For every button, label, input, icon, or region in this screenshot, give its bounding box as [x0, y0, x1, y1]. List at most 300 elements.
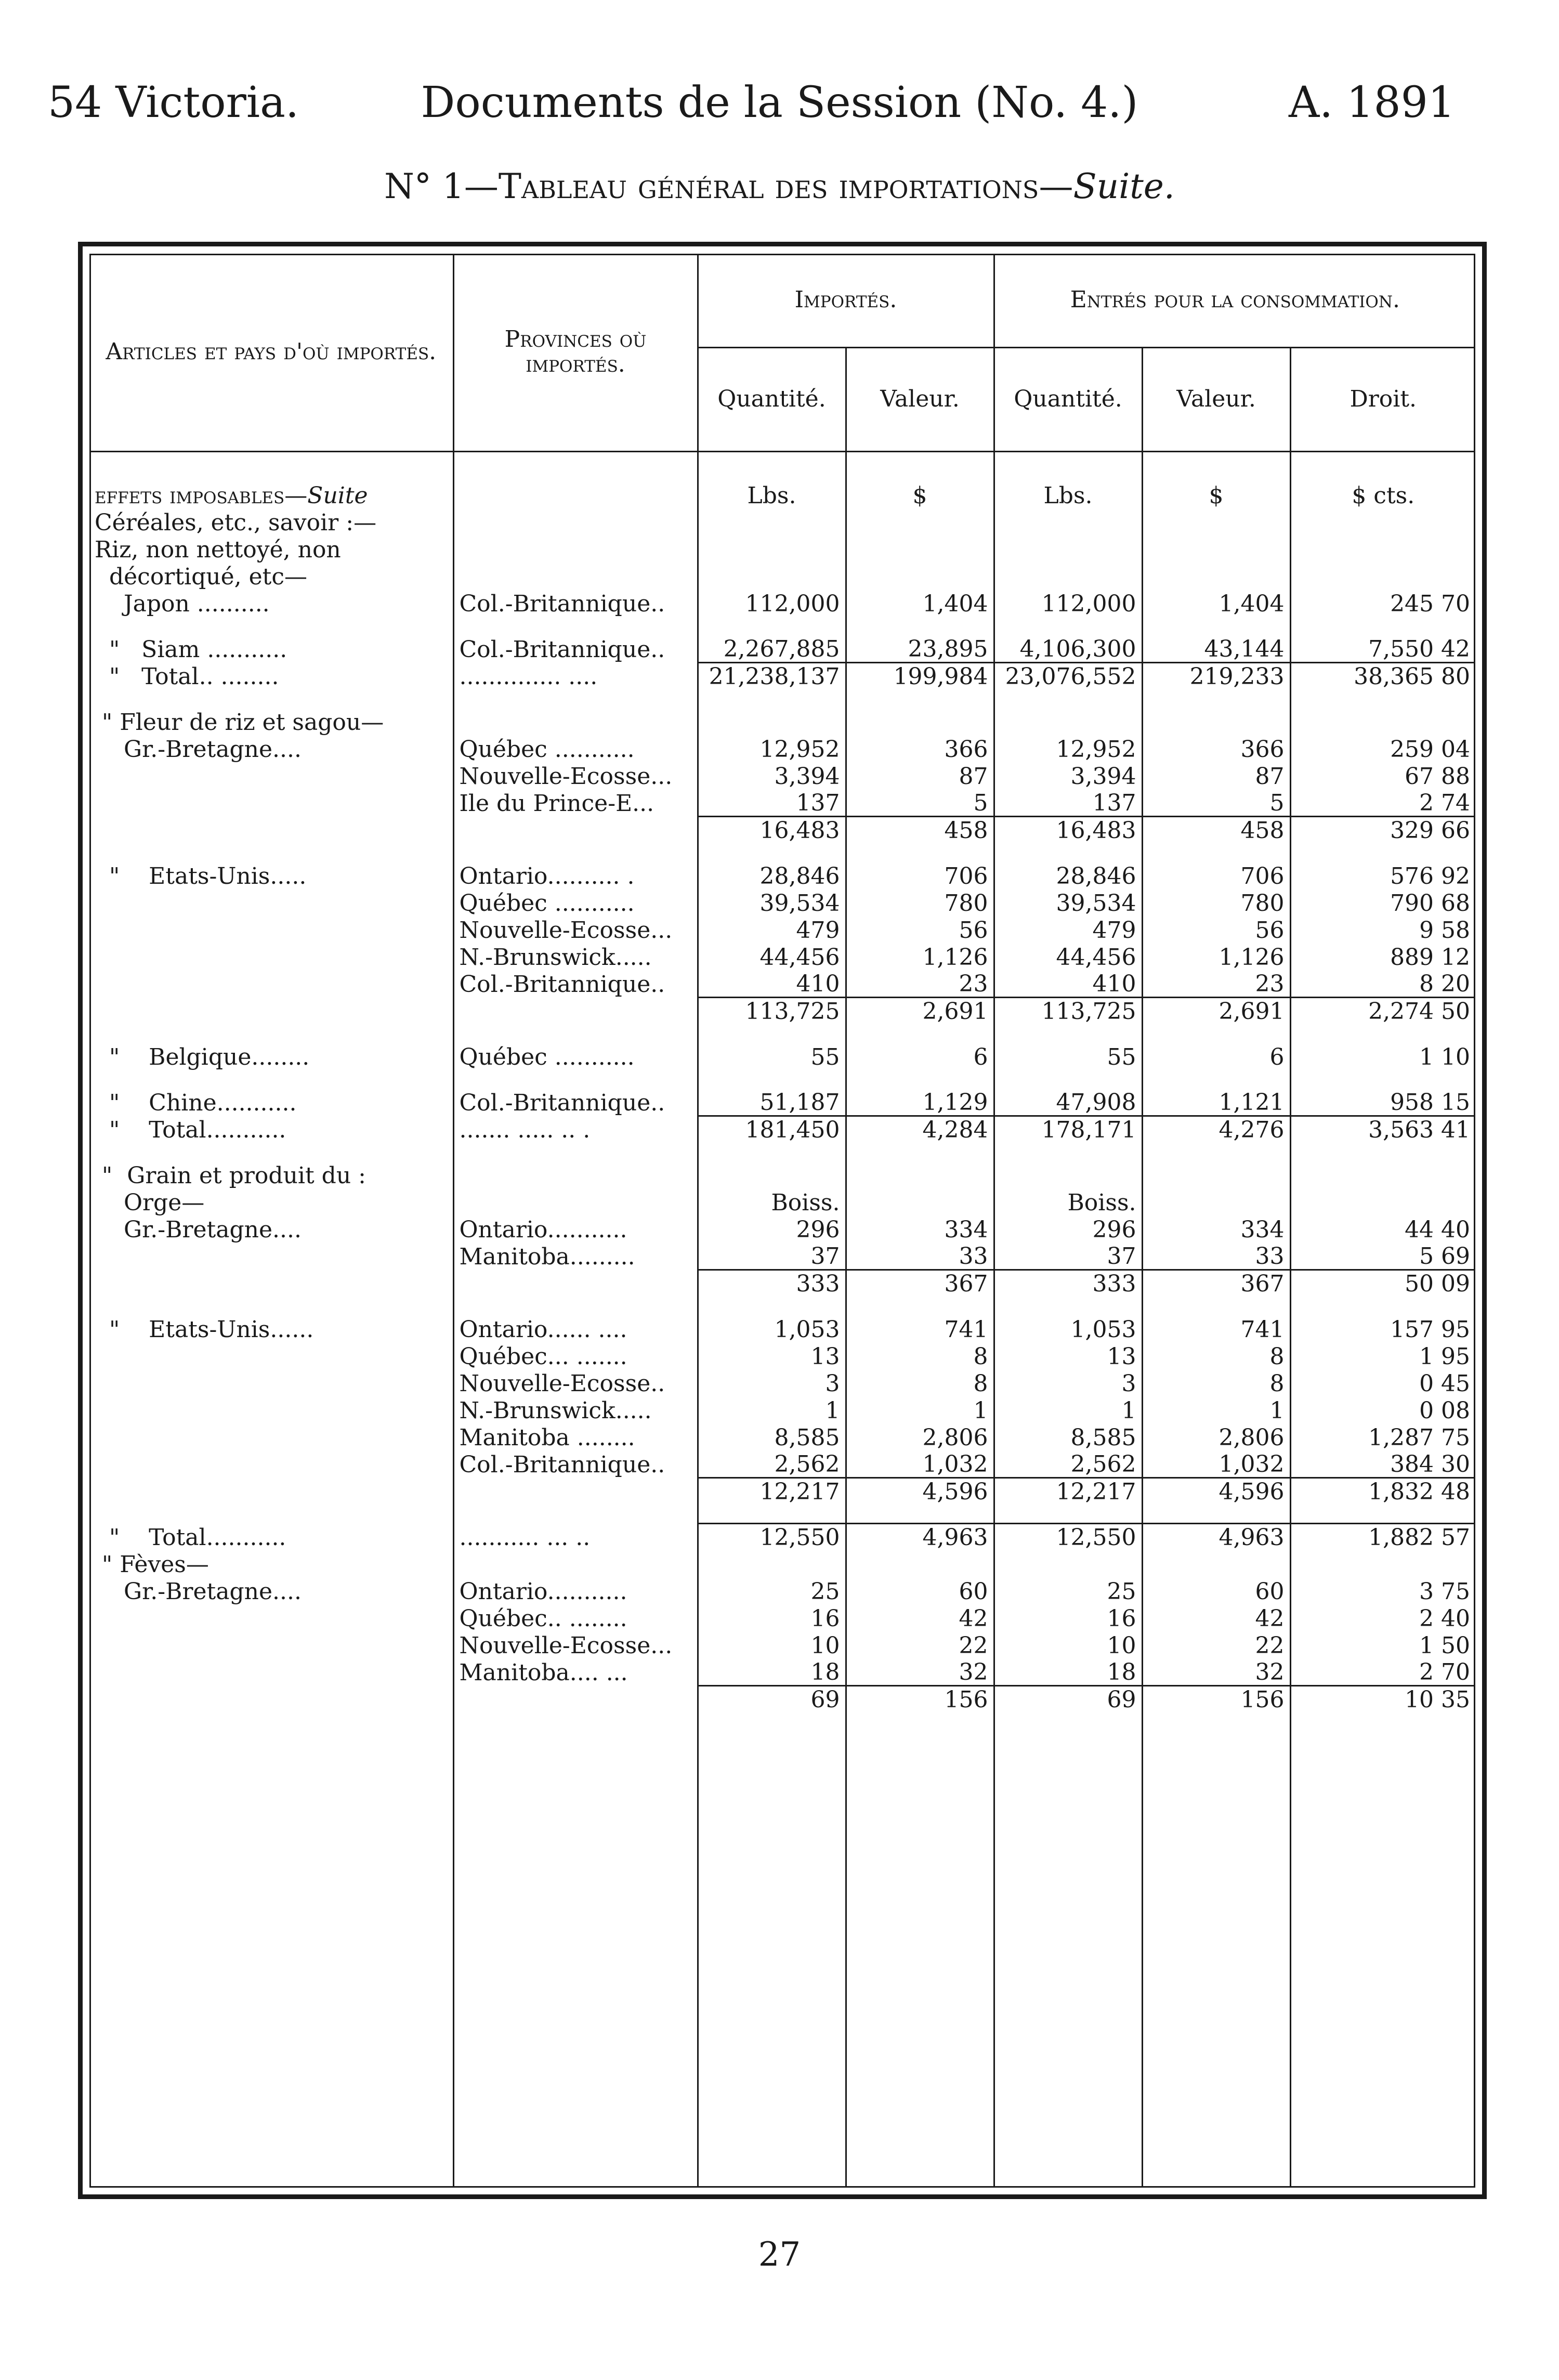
- cell-valeur-importes: 367: [846, 1270, 994, 1297]
- cell-quantite-entres: 16: [994, 1604, 1142, 1631]
- cell-article: [89, 1243, 453, 1270]
- table-row: [89, 508, 1475, 535]
- cell-quantite-importes: 12,217: [698, 1477, 846, 1505]
- cell-droit: 576 92: [1290, 862, 1475, 889]
- cell-valeur-entres: 32: [1142, 1658, 1290, 1685]
- cell-valeur-importes: 156: [846, 1685, 994, 1712]
- table-row: [89, 762, 1475, 789]
- col-header-quantite-importes: Quantité.: [698, 347, 846, 451]
- cell-quantite-entres: 1,053: [994, 1315, 1142, 1342]
- cell-valeur-entres: 6: [1142, 1043, 1290, 1070]
- cell-quantite-entres: [994, 1161, 1142, 1188]
- cell-droit: 9 58: [1290, 916, 1475, 943]
- section-label: effets imposables—Suite: [95, 482, 368, 509]
- cell-valeur-importes: 22: [846, 1631, 994, 1658]
- cell-valeur-importes: [846, 1550, 994, 1577]
- cell-quantite-importes: 113,725: [698, 997, 846, 1024]
- cell-quantite-entres: 4,106,300: [994, 635, 1142, 662]
- header-series-year: A. 1891: [1288, 78, 1455, 127]
- cell-quantite-importes: 1: [698, 1396, 846, 1423]
- cell-droit: [1290, 1550, 1475, 1577]
- cell-article: " Fèves—: [95, 1551, 209, 1578]
- table-row: [89, 735, 1475, 762]
- cell-quantite-importes: 112,000: [698, 590, 846, 617]
- cell-valeur-entres: [1142, 1161, 1290, 1188]
- cell-droit: 0 45: [1290, 1369, 1475, 1396]
- cell-valeur-entres: 780: [1142, 889, 1290, 916]
- cell-valeur-entres: 2,806: [1142, 1423, 1290, 1450]
- table-row: [89, 1215, 1475, 1243]
- cell-droit: 2 74: [1290, 789, 1475, 816]
- cell-valeur-entres: [1142, 535, 1290, 563]
- table-row: [89, 943, 1475, 970]
- cell-quantite-entres: 113,725: [994, 997, 1142, 1024]
- cell-quantite-importes: 21,238,137: [698, 662, 846, 689]
- cell-quantite-entres: 178,171: [994, 1116, 1142, 1143]
- cell-valeur-entres: [1142, 508, 1290, 535]
- cell-droit: 329 66: [1290, 816, 1475, 843]
- cell-province: [453, 1161, 698, 1188]
- cell-province: Nouvelle-Ecosse...: [453, 916, 698, 943]
- cell-droit: [1290, 535, 1475, 563]
- cell-article: [89, 789, 453, 816]
- cell-droit: [1290, 1161, 1475, 1188]
- cell-quantite-entres: 47,908: [994, 1089, 1142, 1116]
- cell-quantite-importes: 333: [698, 1270, 846, 1297]
- cell-valeur-entres: 1,404: [1142, 590, 1290, 617]
- cell-quantite-importes: 12,550: [698, 1523, 846, 1550]
- cell-quantite-entres: 410: [994, 970, 1142, 997]
- cell-quantite-entres: 333: [994, 1270, 1142, 1297]
- cell-province: [453, 1550, 698, 1577]
- cell-province: Manitoba.... ...: [453, 1658, 698, 1685]
- cell-quantite-entres: 3,394: [994, 762, 1142, 789]
- cell-valeur-importes: 458: [846, 816, 994, 843]
- cell-valeur-entres: 22: [1142, 1631, 1290, 1658]
- cell-quantite-entres: 12,550: [994, 1523, 1142, 1550]
- cell-quantite-entres: [994, 708, 1142, 735]
- cell-quantite-importes: 181,450: [698, 1116, 846, 1143]
- cell-droit: 157 95: [1290, 1315, 1475, 1342]
- col-header-importes: Importés.: [698, 254, 994, 347]
- cell-quantite-entres: 37: [994, 1243, 1142, 1270]
- cell-droit: 245 70: [1290, 590, 1475, 617]
- cell-valeur-importes: 366: [846, 735, 994, 762]
- table-row: [89, 1188, 1475, 1215]
- cell-province: Col.-Britannique..: [453, 1089, 698, 1116]
- unit-lbs-importes: Lbs.: [698, 451, 846, 508]
- cell-province: Ontario...........: [453, 1215, 698, 1243]
- cell-article: [89, 1369, 453, 1396]
- cell-article: [89, 943, 453, 970]
- cell-quantite-entres: [994, 535, 1142, 563]
- table-row: [89, 635, 1475, 662]
- cell-valeur-entres: 23: [1142, 970, 1290, 997]
- cell-quantite-entres: 112,000: [994, 590, 1142, 617]
- table-row: [89, 1089, 1475, 1116]
- cell-droit: [1290, 508, 1475, 535]
- page-number: 27: [758, 2235, 801, 2274]
- spacer-row: [89, 1143, 1475, 1161]
- cell-quantite-importes: [698, 535, 846, 563]
- cell-valeur-entres: [1142, 563, 1290, 590]
- cell-quantite-importes: 55: [698, 1043, 846, 1070]
- table-row: [89, 1523, 1475, 1550]
- cell-valeur-entres: 1,032: [1142, 1450, 1290, 1477]
- cell-droit: 44 40: [1290, 1215, 1475, 1243]
- spacer-row: [89, 1024, 1475, 1043]
- cell-quantite-entres: 12,952: [994, 735, 1142, 762]
- cell-droit: 384 30: [1290, 1450, 1475, 1477]
- cell-article: [89, 970, 453, 997]
- cell-article: [89, 997, 453, 1024]
- table-row: [89, 1685, 1475, 1712]
- cell-article: [89, 916, 453, 943]
- cell-quantite-importes: [698, 563, 846, 590]
- cell-valeur-importes: 334: [846, 1215, 994, 1243]
- cell-valeur-importes: 87: [846, 762, 994, 789]
- cell-province: Nouvelle-Ecosse...: [453, 762, 698, 789]
- cell-quantite-entres: 69: [994, 1685, 1142, 1712]
- cell-valeur-entres: 1: [1142, 1396, 1290, 1423]
- cell-article: [89, 1450, 453, 1477]
- cell-droit: 2 70: [1290, 1658, 1475, 1685]
- cell-province: Manitoba ........: [453, 1423, 698, 1450]
- header-session-year: 54 Victoria.: [48, 78, 299, 127]
- cell-province: Ile du Prince-E...: [453, 789, 698, 816]
- spacer-row: [89, 689, 1475, 708]
- cell-valeur-importes: 33: [846, 1243, 994, 1270]
- cell-valeur-importes: 780: [846, 889, 994, 916]
- cell-province: [453, 816, 698, 843]
- cell-valeur-entres: 367: [1142, 1270, 1290, 1297]
- cell-valeur-importes: 1,032: [846, 1450, 994, 1477]
- cell-valeur-importes: 8: [846, 1369, 994, 1396]
- cell-quantite-entres: [994, 508, 1142, 535]
- table-row: [89, 789, 1475, 816]
- cell-quantite-importes: 13: [698, 1342, 846, 1369]
- cell-quantite-importes: 18: [698, 1658, 846, 1685]
- cell-droit: 958 15: [1290, 1089, 1475, 1116]
- cell-valeur-importes: 199,984: [846, 662, 994, 689]
- table-row: [89, 563, 1475, 590]
- col-header-provinces: Provinces où importés.: [453, 254, 698, 451]
- cell-valeur-importes: 6: [846, 1043, 994, 1070]
- cell-droit: [1290, 1188, 1475, 1215]
- cell-quantite-entres: 1: [994, 1396, 1142, 1423]
- table-row: [89, 662, 1475, 689]
- cell-quantite-entres: 18: [994, 1658, 1142, 1685]
- cell-article: " Total...........: [95, 1524, 286, 1551]
- cell-droit: 50 09: [1290, 1270, 1475, 1297]
- cell-valeur-entres: 219,233: [1142, 662, 1290, 689]
- cell-quantite-entres: 2,562: [994, 1450, 1142, 1477]
- cell-article: [89, 1604, 453, 1631]
- cell-province: Québec ...........: [453, 1043, 698, 1070]
- cell-quantite-entres: Boiss.: [994, 1188, 1142, 1215]
- cell-quantite-importes: [698, 708, 846, 735]
- spacer-row: [89, 617, 1475, 635]
- cell-quantite-entres: 12,217: [994, 1477, 1142, 1505]
- table-row: [89, 1577, 1475, 1604]
- cell-quantite-entres: 39,534: [994, 889, 1142, 916]
- cell-valeur-entres: 56: [1142, 916, 1290, 943]
- cell-droit: 889 12: [1290, 943, 1475, 970]
- table-row: [89, 1396, 1475, 1423]
- cell-province: [453, 997, 698, 1024]
- cell-province: [453, 1477, 698, 1505]
- table-row: [89, 1243, 1475, 1270]
- cell-valeur-entres: 33: [1142, 1243, 1290, 1270]
- cell-quantite-importes: [698, 1161, 846, 1188]
- table-row: [89, 1550, 1475, 1577]
- cell-quantite-entres: 44,456: [994, 943, 1142, 970]
- table-row: [89, 1477, 1475, 1505]
- cell-province: [453, 708, 698, 735]
- cell-article: Gr.-Bretagne....: [95, 1217, 302, 1243]
- cell-droit: [1290, 563, 1475, 590]
- cell-quantite-importes: 39,534: [698, 889, 846, 916]
- cell-article: " Total.. ........: [95, 663, 279, 690]
- cell-valeur-importes: 1,129: [846, 1089, 994, 1116]
- table-title: [0, 166, 1559, 206]
- cell-valeur-importes: [846, 708, 994, 735]
- cell-quantite-importes: 1,053: [698, 1315, 846, 1342]
- cell-quantite-importes: 479: [698, 916, 846, 943]
- cell-province: Nouvelle-Ecosse...: [453, 1631, 698, 1658]
- table-row: [89, 970, 1475, 997]
- spacer-row: [89, 843, 1475, 862]
- cell-valeur-entres: 5: [1142, 789, 1290, 816]
- cell-article: [89, 1631, 453, 1658]
- table-title-main: N° 1—Tableau général des importations—: [384, 166, 1073, 206]
- imports-table: [89, 254, 1475, 2188]
- cell-valeur-importes: 4,284: [846, 1116, 994, 1143]
- cell-valeur-importes: [846, 1188, 994, 1215]
- cell-droit: 3,563 41: [1290, 1116, 1475, 1143]
- spacer-row: [89, 1070, 1475, 1089]
- cell-droit: 67 88: [1290, 762, 1475, 789]
- cell-valeur-entres: 741: [1142, 1315, 1290, 1342]
- col-header-valeur-entres: Valeur.: [1142, 347, 1290, 451]
- cell-quantite-importes: 410: [698, 970, 846, 997]
- cell-quantite-importes: 12,952: [698, 735, 846, 762]
- cell-droit: 38,365 80: [1290, 662, 1475, 689]
- cell-province: [453, 1685, 698, 1712]
- cell-droit: 0 08: [1290, 1396, 1475, 1423]
- cell-valeur-entres: 8: [1142, 1342, 1290, 1369]
- cell-quantite-importes: 44,456: [698, 943, 846, 970]
- cell-article: décortiqué, etc—: [95, 564, 307, 590]
- cell-valeur-entres: 87: [1142, 762, 1290, 789]
- unit-cts-droit: $ cts.: [1290, 451, 1475, 508]
- cell-article: [89, 1658, 453, 1685]
- cell-valeur-importes: 5: [846, 789, 994, 816]
- table-row: [89, 1270, 1475, 1297]
- cell-valeur-entres: [1142, 1188, 1290, 1215]
- cell-droit: 1,287 75: [1290, 1423, 1475, 1450]
- cell-droit: 1 95: [1290, 1342, 1475, 1369]
- cell-valeur-importes: 23: [846, 970, 994, 997]
- cell-province: Col.-Britannique..: [453, 635, 698, 662]
- cell-valeur-importes: 42: [846, 1604, 994, 1631]
- cell-quantite-importes: [698, 1550, 846, 1577]
- cell-valeur-importes: [846, 563, 994, 590]
- col-header-valeur-importes: Valeur.: [846, 347, 994, 451]
- cell-article: Orge—: [95, 1189, 205, 1216]
- cell-droit: 1 10: [1290, 1043, 1475, 1070]
- unit-dollar-importes: $: [846, 451, 994, 508]
- cell-province: [453, 535, 698, 563]
- cell-quantite-importes: 2,562: [698, 1450, 846, 1477]
- cell-province: Québec ...........: [453, 735, 698, 762]
- cell-quantite-importes: 69: [698, 1685, 846, 1712]
- cell-quantite-importes: Boiss.: [698, 1188, 846, 1215]
- cell-valeur-entres: 60: [1142, 1577, 1290, 1604]
- cell-valeur-importes: [846, 508, 994, 535]
- cell-valeur-entres: 4,276: [1142, 1116, 1290, 1143]
- cell-quantite-importes: 28,846: [698, 862, 846, 889]
- table-row: [89, 590, 1475, 617]
- table-row: [89, 708, 1475, 735]
- table-row: [89, 889, 1475, 916]
- cell-province: Nouvelle-Ecosse..: [453, 1369, 698, 1396]
- cell-article: " Etats-Unis......: [95, 1316, 314, 1343]
- cell-quantite-entres: 10: [994, 1631, 1142, 1658]
- cell-article: " Grain et produit du :: [95, 1162, 366, 1189]
- spacer-row: [89, 1505, 1475, 1523]
- cell-article: Japon ..........: [95, 591, 270, 617]
- cell-province: Ontario...........: [453, 1577, 698, 1604]
- table-row: [89, 816, 1475, 843]
- cell-quantite-importes: 25: [698, 1577, 846, 1604]
- cell-valeur-entres: 42: [1142, 1604, 1290, 1631]
- cell-quantite-importes: 137: [698, 789, 846, 816]
- cell-article: [89, 1477, 453, 1505]
- cell-quantite-entres: 3: [994, 1369, 1142, 1396]
- cell-valeur-importes: 32: [846, 1658, 994, 1685]
- cell-quantite-importes: 51,187: [698, 1089, 846, 1116]
- cell-article: [89, 1342, 453, 1369]
- cell-province: ........... ... ..: [453, 1523, 698, 1550]
- table-row: [89, 1450, 1475, 1477]
- table-row: [89, 1658, 1475, 1685]
- cell-quantite-entres: 296: [994, 1215, 1142, 1243]
- table-title-suite: Suite.: [1073, 166, 1175, 206]
- cell-article: " Etats-Unis.....: [95, 863, 307, 890]
- cell-droit: 259 04: [1290, 735, 1475, 762]
- cell-quantite-entres: [994, 563, 1142, 590]
- table-row: [89, 1631, 1475, 1658]
- cell-province: [453, 563, 698, 590]
- cell-valeur-entres: 334: [1142, 1215, 1290, 1243]
- cell-quantite-importes: 296: [698, 1215, 846, 1243]
- cell-province: Ontario.......... .: [453, 862, 698, 889]
- table-row: [89, 1423, 1475, 1450]
- cell-quantite-entres: 8,585: [994, 1423, 1142, 1450]
- cell-valeur-entres: 156: [1142, 1685, 1290, 1712]
- cell-valeur-entres: 1,121: [1142, 1089, 1290, 1116]
- cell-province: [453, 1270, 698, 1297]
- cell-droit: 7,550 42: [1290, 635, 1475, 662]
- unit-dollar-entres: $: [1142, 451, 1290, 508]
- cell-valeur-importes: 2,691: [846, 997, 994, 1024]
- table-row: [89, 535, 1475, 563]
- cell-province: Québec.. ........: [453, 1604, 698, 1631]
- cell-quantite-importes: 2,267,885: [698, 635, 846, 662]
- cell-province: Québec... .......: [453, 1342, 698, 1369]
- cell-valeur-importes: [846, 1161, 994, 1188]
- cell-valeur-importes: 23,895: [846, 635, 994, 662]
- cell-valeur-entres: 4,963: [1142, 1523, 1290, 1550]
- col-header-articles: Articles et pays d'où importés.: [89, 254, 453, 451]
- cell-article: [89, 762, 453, 789]
- cell-valeur-entres: 1,126: [1142, 943, 1290, 970]
- cell-article: [89, 1270, 453, 1297]
- table-row: [89, 1315, 1475, 1342]
- cell-quantite-importes: [698, 508, 846, 535]
- table-row: [89, 862, 1475, 889]
- cell-province: Col.-Britannique..: [453, 590, 698, 617]
- cell-quantite-entres: 25: [994, 1577, 1142, 1604]
- cell-quantite-importes: 37: [698, 1243, 846, 1270]
- cell-valeur-entres: [1142, 708, 1290, 735]
- cell-article: Gr.-Bretagne....: [95, 736, 302, 763]
- cell-valeur-entres: 43,144: [1142, 635, 1290, 662]
- unit-lbs-entres: Lbs.: [994, 451, 1142, 508]
- cell-quantite-entres: 16,483: [994, 816, 1142, 843]
- cell-valeur-entres: 706: [1142, 862, 1290, 889]
- table-row: [89, 997, 1475, 1024]
- cell-valeur-importes: 8: [846, 1342, 994, 1369]
- table-row: [89, 1369, 1475, 1396]
- cell-valeur-importes: 2,806: [846, 1423, 994, 1450]
- cell-valeur-importes: 1,404: [846, 590, 994, 617]
- table-row: [89, 1342, 1475, 1369]
- cell-province: N.-Brunswick.....: [453, 1396, 698, 1423]
- cell-valeur-importes: 56: [846, 916, 994, 943]
- cell-article: [89, 816, 453, 843]
- table-row: [89, 916, 1475, 943]
- cell-droit: 1,832 48: [1290, 1477, 1475, 1505]
- cell-valeur-importes: 1,126: [846, 943, 994, 970]
- cell-article: " Fleur de riz et sagou—: [95, 709, 384, 736]
- cell-quantite-entres: 28,846: [994, 862, 1142, 889]
- col-header-quantite-entres: Quantité.: [994, 347, 1142, 451]
- cell-valeur-importes: 4,963: [846, 1523, 994, 1550]
- cell-quantite-importes: 16: [698, 1604, 846, 1631]
- header-document-title: Documents de la Session (No. 4.): [421, 78, 1138, 127]
- cell-province: Québec ...........: [453, 889, 698, 916]
- cell-province: ....... ..... .. .: [453, 1116, 698, 1143]
- cell-article: " Total...........: [95, 1117, 286, 1143]
- cell-valeur-entres: 4,596: [1142, 1477, 1290, 1505]
- cell-article: " Siam ...........: [95, 636, 287, 663]
- filler-row: [89, 1712, 1475, 2188]
- cell-article: Gr.-Bretagne....: [95, 1578, 302, 1605]
- cell-valeur-importes: 741: [846, 1315, 994, 1342]
- table-row: [89, 1604, 1475, 1631]
- cell-article: " Chine...........: [95, 1090, 297, 1116]
- cell-quantite-entres: 23,076,552: [994, 662, 1142, 689]
- cell-province: Ontario...... ....: [453, 1315, 698, 1342]
- cell-droit: 1,882 57: [1290, 1523, 1475, 1550]
- col-header-droit: Droit.: [1290, 347, 1475, 451]
- cell-valeur-entres: 8: [1142, 1369, 1290, 1396]
- cell-quantite-importes: 8,585: [698, 1423, 846, 1450]
- table-row: [89, 1043, 1475, 1070]
- cell-quantite-importes: 10: [698, 1631, 846, 1658]
